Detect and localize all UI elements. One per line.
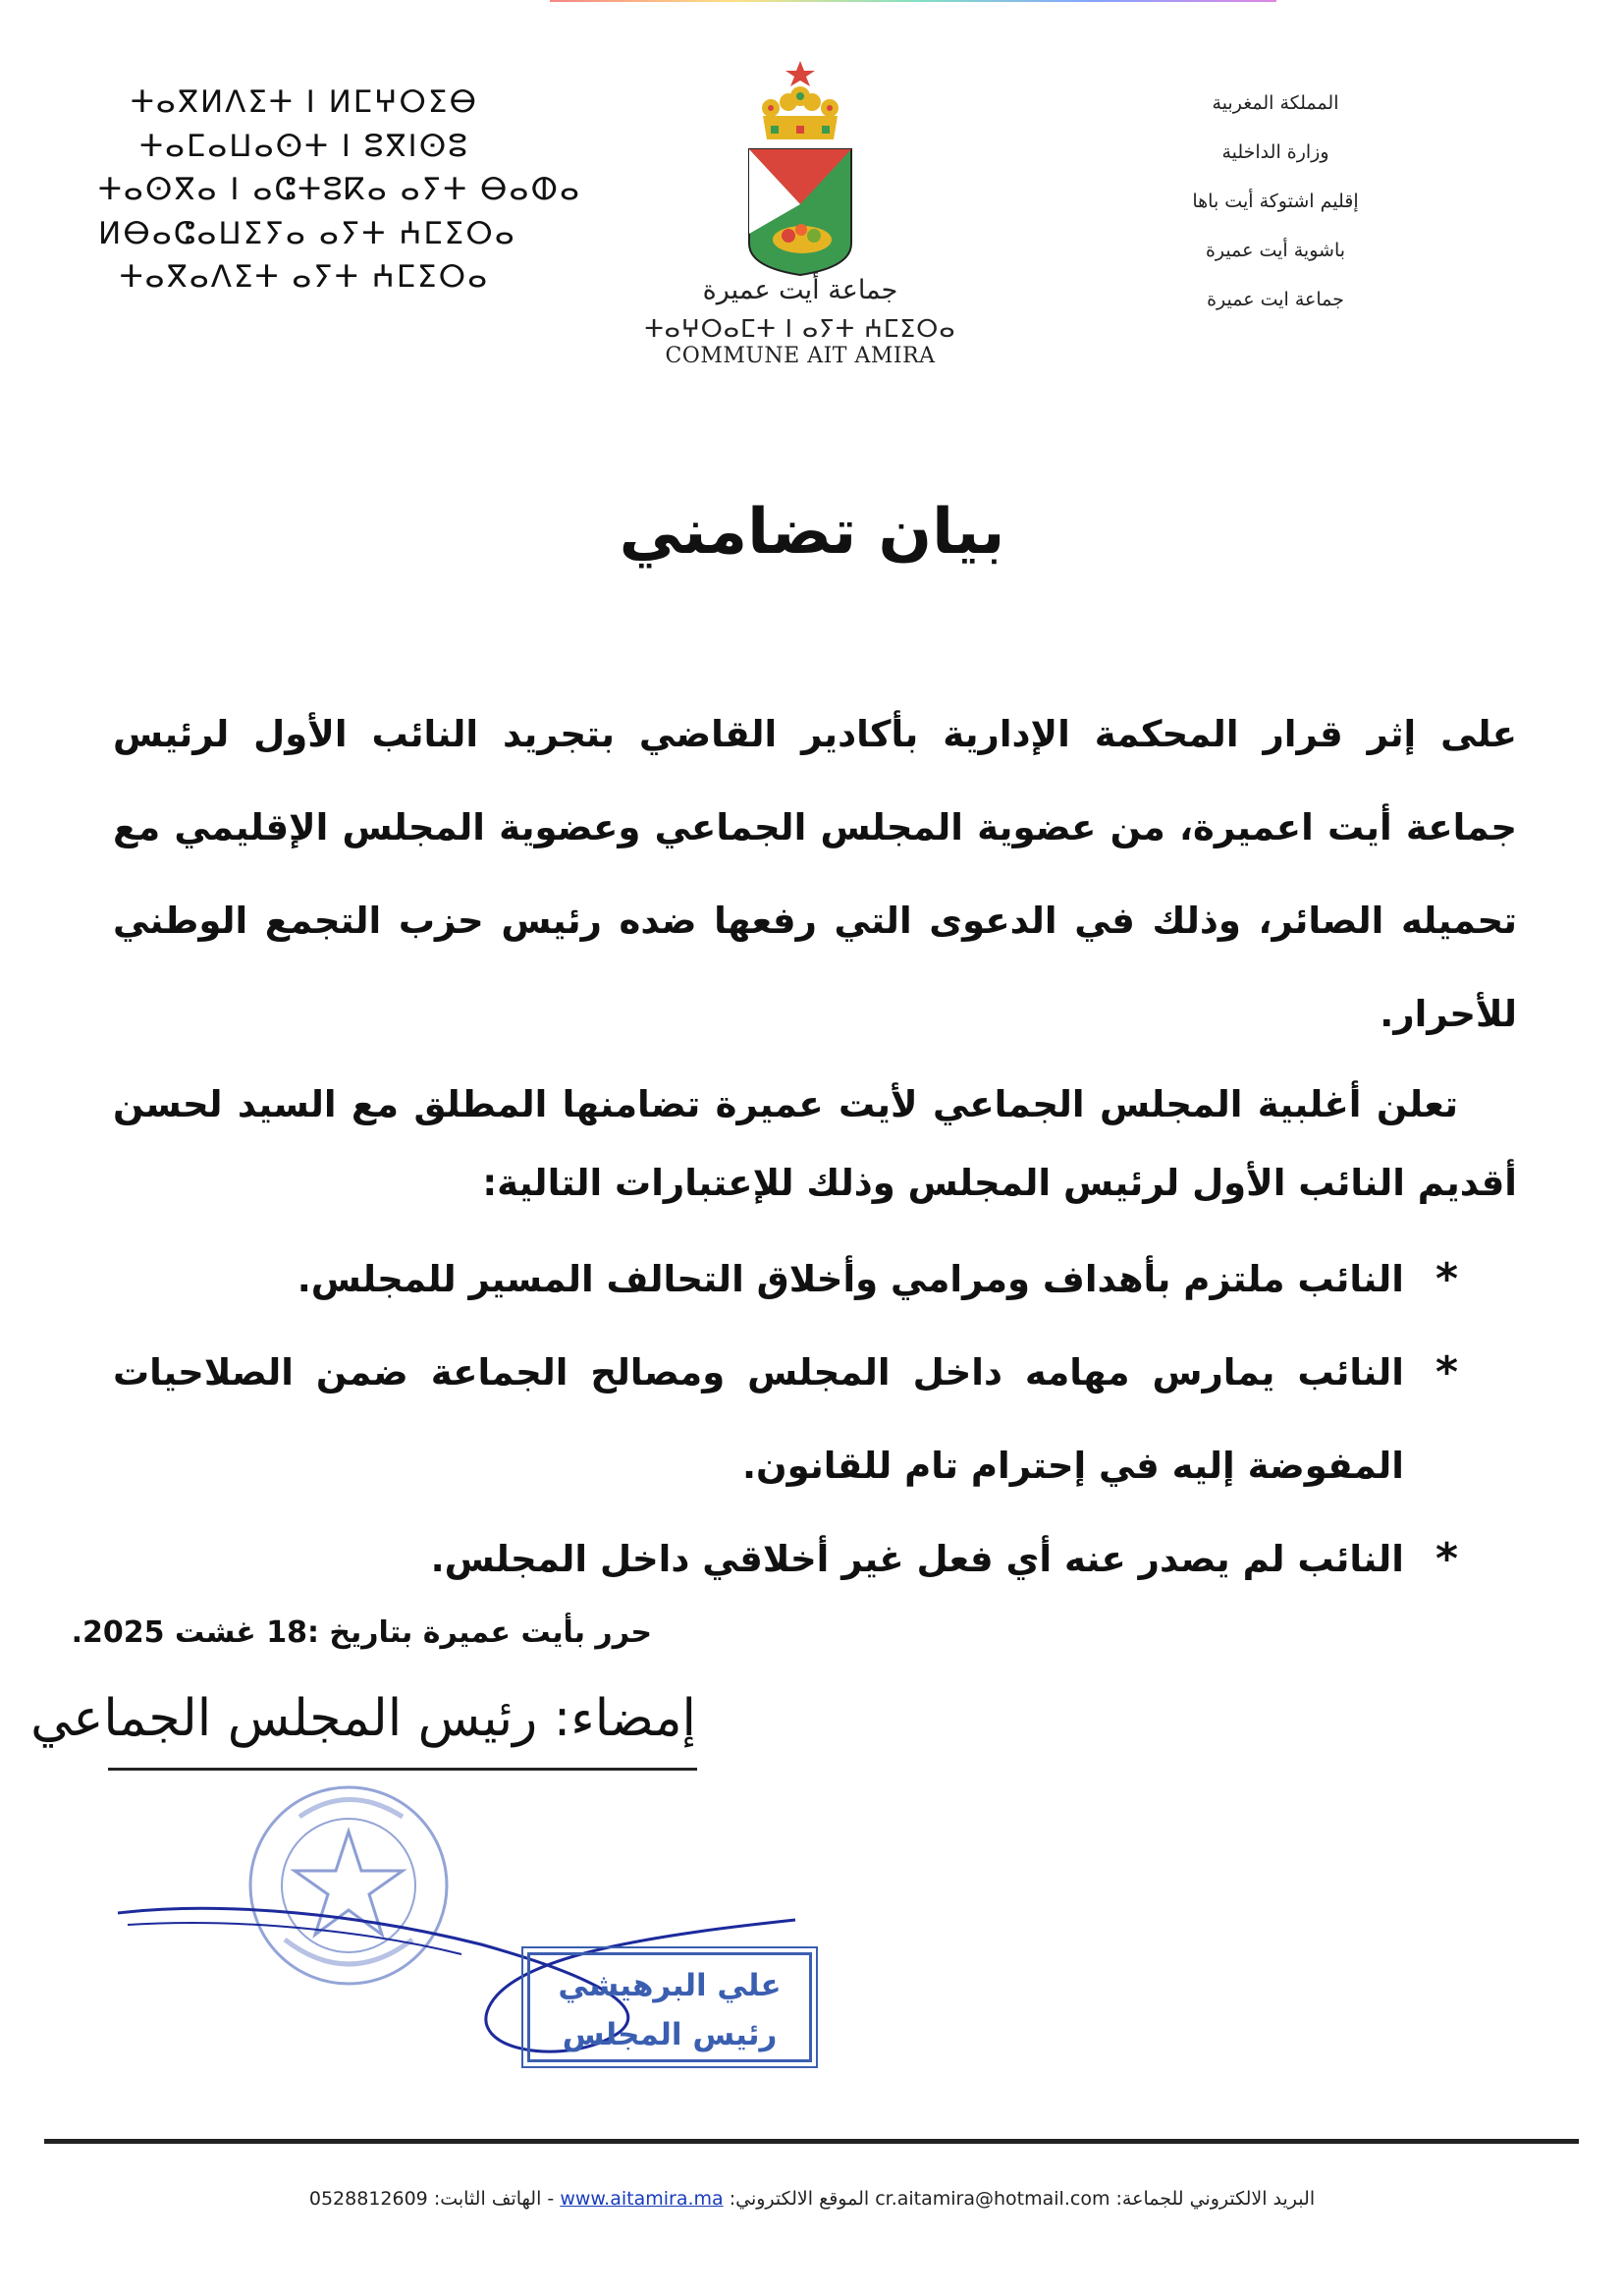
arabic-line-ministry: وزارة الداخلية	[1221, 141, 1329, 163]
footer-website-label: الموقع الالكتروني:	[729, 2188, 870, 2210]
paragraph-declaration: تعلن أغلبية المجلس الجماعي لأيت عميرة تضامنها المطلق مع السيد لحسن أقديم النائب الأول لرئيس المجلس وذلك للإعتبارات التالية:	[113, 1083, 1517, 1204]
footer-website-link[interactable]: www.aitamira.ma	[560, 2188, 724, 2210]
list-item	[113, 1326, 1458, 1512]
commune-name-french: COMMUNE AIT AMIRA	[665, 344, 936, 368]
list-item-text: النائب ملتزم بأهداف ومرامي وأخلاق التحالف المسير للمجلس.	[297, 1258, 1404, 1300]
asterisk-bullet-icon: *	[1435, 1347, 1458, 1397]
signature-label: إمضاء: رئيس المجلس الجماعي	[30, 1689, 696, 1748]
footer-email-label: البريد الالكتروني للجماعة:	[1115, 2188, 1316, 2210]
tifinagh-line-pashalik: ⵍⴱⴰⵛⴰⵡⵉⵢⴰ ⴰⵢⵜ ⵄⵎⵉⵔⴰ	[98, 215, 516, 251]
tifinagh-line-kingdom: ⵜⴰⴳⵍⴷⵉⵜ ⵏ ⵍⵎⵖⵔⵉⴱ	[131, 84, 478, 120]
footer-contact	[0, 2188, 1624, 2210]
paragraph-context: على إثر قرار المحكمة الإدارية بأكادير القاضي بتجريد النائب الأول لرئيس جماعة أيت اعميرة، من عضوية المجلس الجماعي وعضوية المجلس الإقليمي مع تحميله الصائر، وذلك في الدعوى التي رفعها ضده رئيس حزب التجمع الوطني للأحرار.	[113, 713, 1517, 1035]
commune-name-arabic: جماعة أيت عميرة	[702, 275, 898, 305]
list-item	[113, 1232, 1458, 1326]
issue-date: حرر بأيت عميرة بتاريخ :18 غشت 2025.	[71, 1615, 652, 1650]
list-item-text: النائب يمارس مهامه داخل المجلس ومصالح الجماعة ضمن الصلاحيات المفوضة إليه في إحترام تام للقانون.	[113, 1351, 1404, 1487]
arabic-line-pashalik: باشوية أيت عميرة	[1205, 240, 1346, 261]
arabic-line-province: إقليم اشتوكة أيت باها	[1192, 191, 1359, 212]
list-item	[113, 1512, 1458, 1606]
tifinagh-line-ministry: ⵜⴰⵎⴰⵡⴰⵙⵜ ⵏ ⵓⴳⵏⵙⵓ	[139, 128, 469, 164]
arabic-line-kingdom: المملكة المغربية	[1212, 92, 1339, 114]
document-title: بيان تضامني	[619, 496, 1005, 569]
tifinagh-line-commune: ⵜⴰⴳⴰⴷⵉⵜ ⴰⵢⵜ ⵄⵎⵉⵔⴰ	[119, 259, 490, 295]
tifinagh-header	[98, 81, 582, 300]
footer-phone-label: - الهاتف الثابت:	[433, 2188, 555, 2210]
stamp-title: رئيس المجلس	[562, 2017, 778, 2052]
footer-phone: 0528812609	[308, 2188, 428, 2210]
commune-emblem-icon	[741, 57, 859, 283]
signature-underline	[108, 1768, 697, 1771]
considerations-list	[113, 1232, 1458, 1606]
tifinagh-line-province: ⵜⴰⵙⴳⴰ ⵏ ⴰⵛⵜⵓⴽⴰ ⴰⵢⵜ ⴱⴰⵀⴰ	[98, 172, 582, 207]
president-stamp	[527, 1952, 812, 2062]
stamp-name: علي البرهيشي	[558, 1968, 782, 2003]
asterisk-bullet-icon: *	[1435, 1254, 1458, 1304]
scan-edge-mark	[550, 0, 1276, 2]
asterisk-bullet-icon: *	[1435, 1534, 1458, 1584]
arabic-line-commune: جماعة ايت عميرة	[1207, 289, 1344, 310]
footer-divider	[44, 2139, 1579, 2144]
arabic-header	[1113, 79, 1437, 324]
footer-email[interactable]: cr.aitamira@hotmail.com	[875, 2188, 1110, 2210]
list-item-text: النائب لم يصدر عنه أي فعل غير أخلاقي داخل المجلس.	[430, 1538, 1404, 1580]
commune-name-tifinagh: ⵜⴰⵖⵔⴰⵎⵜ ⵏ ⴰⵢⵜ ⵄⵎⵉⵔⴰ	[644, 314, 956, 343]
